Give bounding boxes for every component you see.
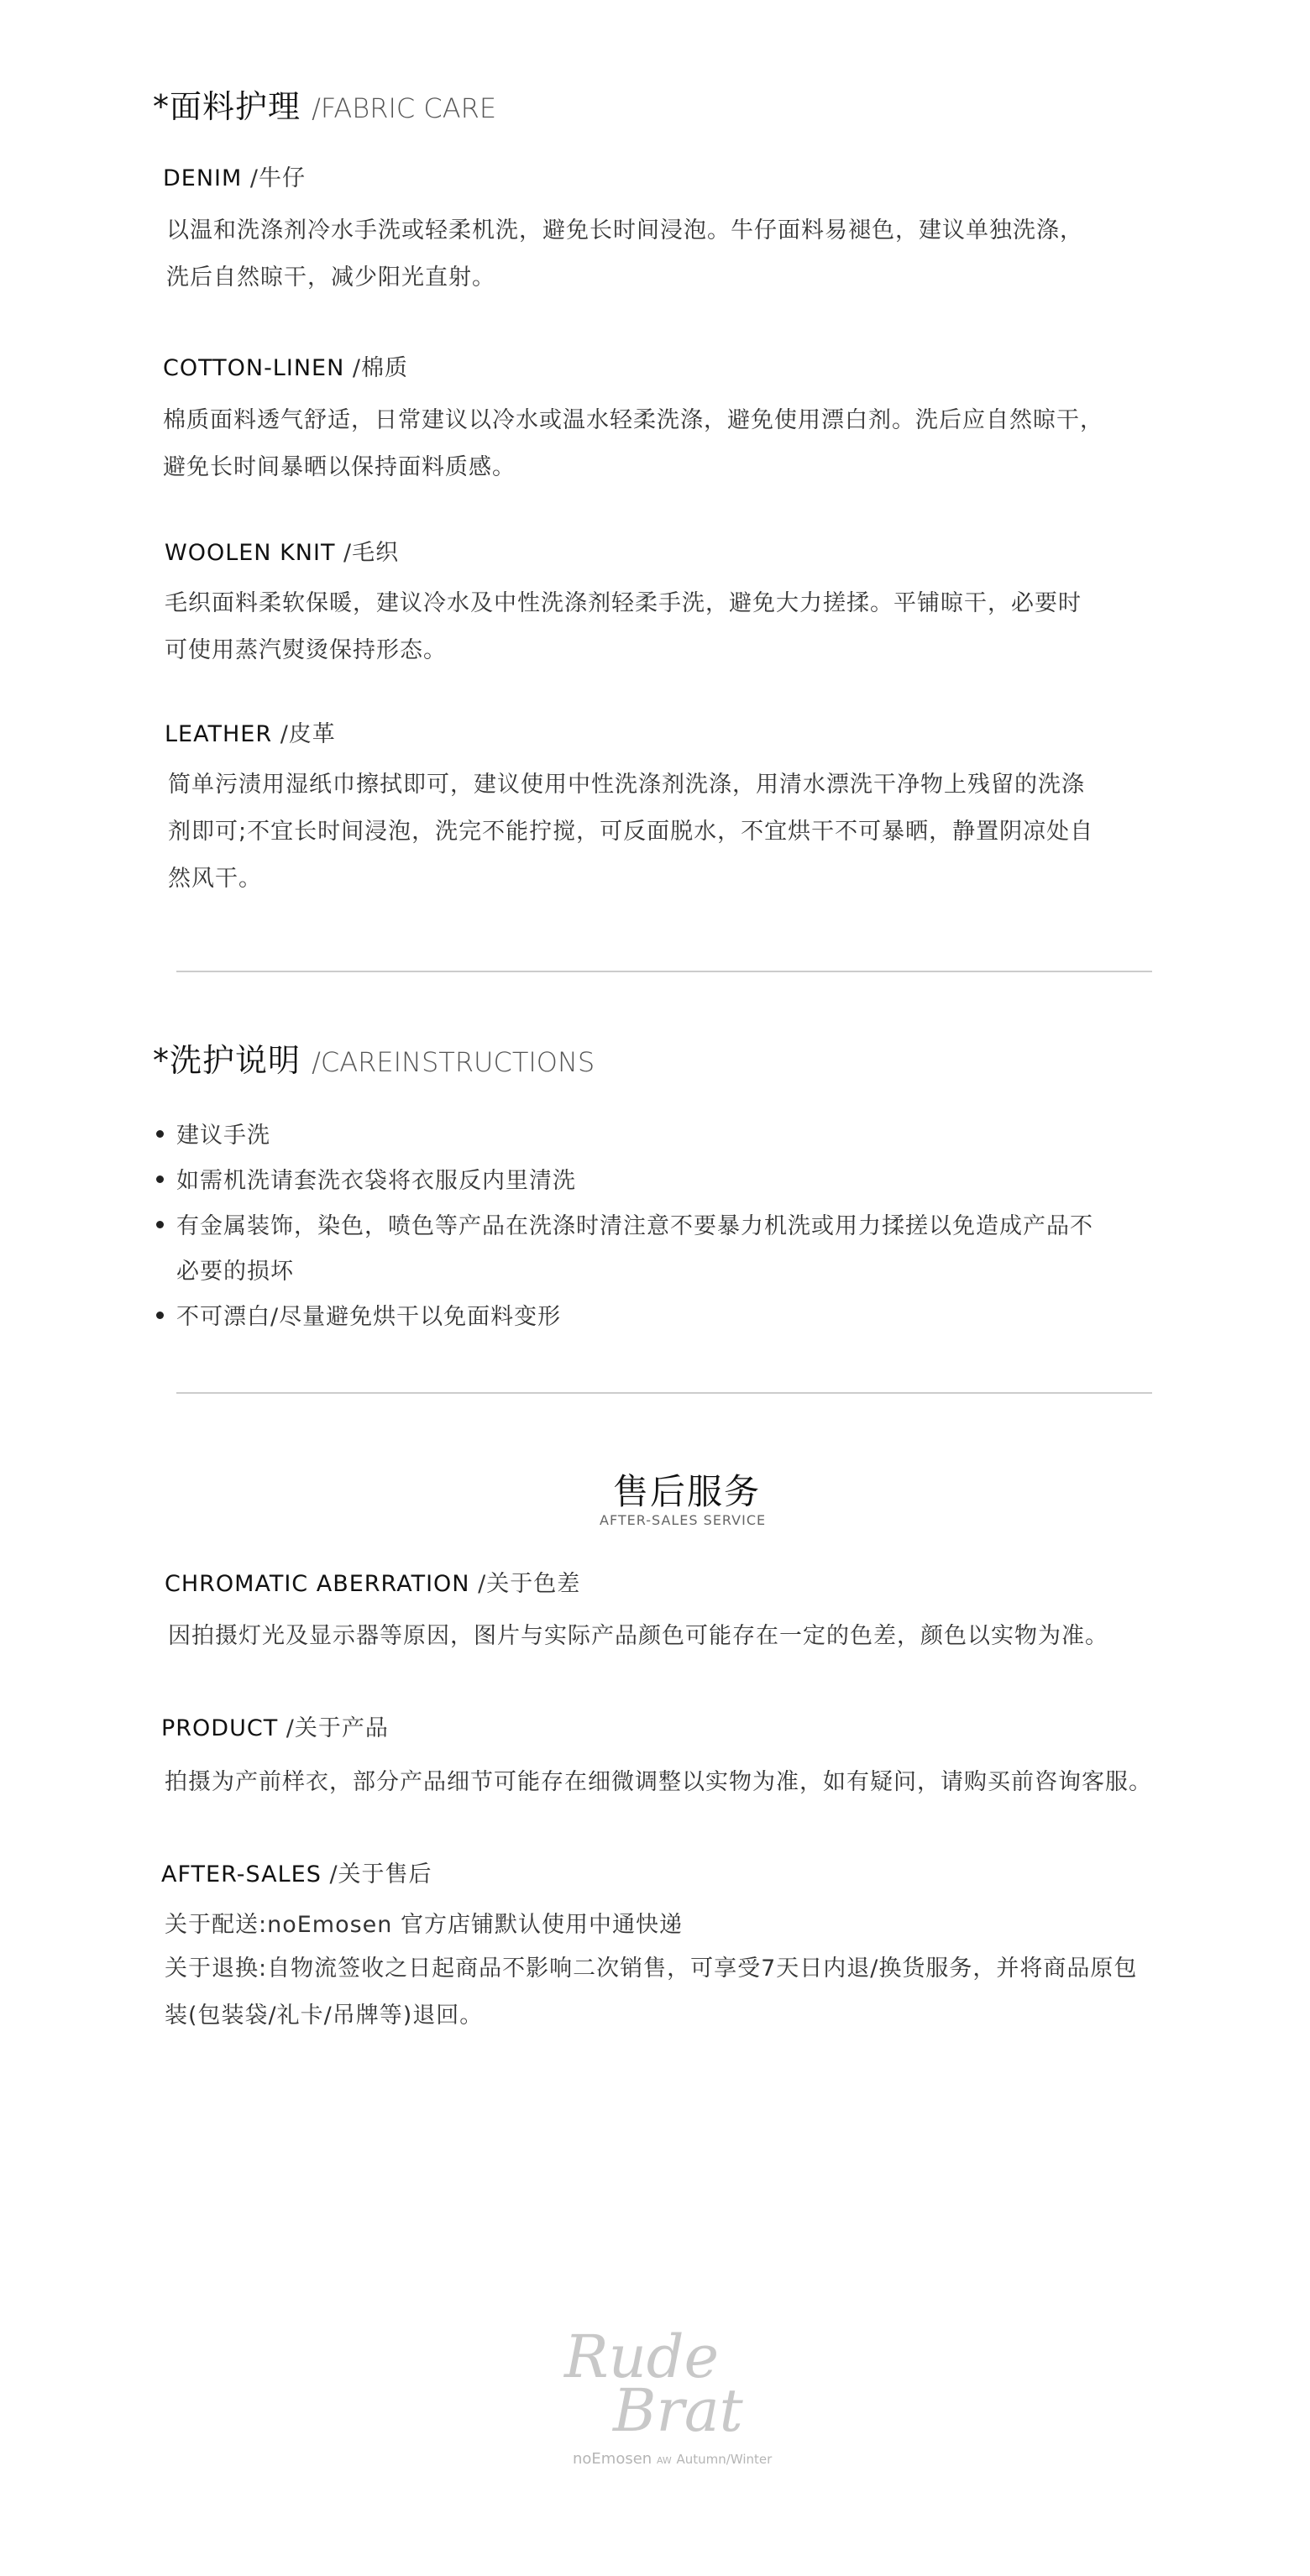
leather-text-line: 剂即可;不宜长时间浸泡，洗完不能拧搅，可反面脱水，不宜烘干不可暴晒，静置阴凉处自 xyxy=(168,819,1094,845)
care-instructions-heading xyxy=(153,1034,595,1081)
care-bullet-text: 不可漂白/尽量避免烘干以免面料变形 xyxy=(176,1304,562,1330)
after-sales-name: AFTER-SALES xyxy=(161,1861,322,1887)
leather-name: LEATHER xyxy=(165,721,273,747)
product-heading xyxy=(161,1709,389,1742)
denim-text-line: 以温和洗涤剂冷水手洗或轻柔机洗，避免长时间浸泡。牛仔面料易褪色，建议单独洗涤， xyxy=(166,217,1083,243)
brand-caption-small: AW xyxy=(656,2455,672,2466)
chromatic-aberration-name-zh: /关于色差 xyxy=(478,1571,581,1597)
brand-caption xyxy=(573,2450,772,2468)
chromatic-aberration-text: 因拍摄灯光及显示器等原因，图片与实际产品颜色可能存在一定的色差，颜色以实物为准。 xyxy=(168,1623,1108,1649)
bullet-dot xyxy=(156,1221,164,1228)
woolen-knit-name-zh: /毛织 xyxy=(343,540,400,566)
fabric-care-heading xyxy=(153,81,496,127)
after-sales-subtitle: AFTER-SALES SERVICE xyxy=(600,1512,767,1528)
after-sales-title: 售后服务 xyxy=(613,1471,762,1512)
after-sales-heading xyxy=(161,1856,432,1888)
leather-name-zh: /皮革 xyxy=(280,721,336,747)
after-sales-text-line: 关于配送:noEmosen 官方店铺默认使用中通快递 xyxy=(165,1912,683,1938)
product-name-zh: /关于产品 xyxy=(286,1715,389,1741)
denim-text-line: 洗后自然晾干，减少阳光直射。 xyxy=(166,264,495,291)
brand-caption-name: noEmosen xyxy=(573,2450,652,2468)
woolen-knit-text-line: 可使用蒸汽熨烫保持形态。 xyxy=(165,637,447,663)
section-divider xyxy=(176,1392,1152,1394)
bullet-dot xyxy=(156,1175,164,1183)
product-name: PRODUCT xyxy=(161,1715,279,1741)
care-instructions-title: *洗护说明 xyxy=(153,1042,301,1079)
cotton-linen-name-zh: /棉质 xyxy=(352,355,408,381)
cotton-linen-heading xyxy=(163,349,408,382)
chromatic-aberration-name: CHROMATIC ABERRATION xyxy=(165,1571,470,1597)
care-bullet-text: 建议手洗 xyxy=(176,1123,270,1149)
bullet-dot xyxy=(156,1312,164,1319)
after-sales-text-line: 装(包装袋/礼卡/吊牌等)退回。 xyxy=(165,2003,484,2029)
denim-name-zh: /牛仔 xyxy=(249,165,307,191)
brand-logo-line2: Brat xyxy=(613,2376,743,2445)
brand-logo-line1: Rude xyxy=(564,2322,720,2391)
woolen-knit-name: WOOLEN KNIT xyxy=(165,540,336,566)
product-text: 拍摄为产前样衣，部分产品细节可能存在细微调整以实物为准，如有疑问，请购买前咨询客服。 xyxy=(165,1769,1152,1795)
care-bullet-text: 如需机洗请套洗衣袋将衣服反内里清洗 xyxy=(176,1168,576,1194)
fabric-care-title-en: /FABRIC CARE xyxy=(312,92,497,124)
care-instructions-title-en: /CAREINSTRUCTIONS xyxy=(312,1046,595,1078)
bullet-dot xyxy=(156,1130,164,1138)
woolen-knit-heading xyxy=(165,534,399,567)
denim-name: DENIM xyxy=(163,165,243,191)
fabric-care-title: *面料护理 xyxy=(153,88,301,125)
woolen-knit-text-line: 毛织面料柔软保暖，建议冷水及中性洗涤剂轻柔手洗，避免大力搓揉。平铺晾干，必要时 xyxy=(165,590,1082,616)
after-sales-name-zh: /关于售后 xyxy=(329,1861,432,1887)
care-bullet-text: 有金属装饰，染色，喷色等产品在洗涤时清注意不要暴力机洗或用力揉搓以免造成产品不 xyxy=(176,1213,1093,1239)
brand-caption-season: Autumn/Winter xyxy=(676,2452,773,2467)
cotton-linen-text-line: 避免长时间暴晒以保持面料质感。 xyxy=(163,454,516,480)
cotton-linen-text-line: 棉质面料透气舒适，日常建议以冷水或温水轻柔洗涤，避免使用漂白剂。洗后应自然晾干， xyxy=(163,407,1103,433)
cotton-linen-name: COTTON-LINEN xyxy=(163,355,345,381)
care-bullet-text: 必要的损坏 xyxy=(176,1259,294,1285)
chromatic-aberration-heading xyxy=(165,1565,580,1598)
after-sales-text-line: 关于退换:自物流签收之日起商品不影响二次销售，可享受7天日内退/换货服务，并将商品原包 xyxy=(165,1956,1138,1982)
leather-text-line: 然风干。 xyxy=(168,866,262,892)
leather-heading xyxy=(165,715,336,748)
leather-text-line: 简单污渍用湿纸巾擦拭即可，建议使用中性洗涤剂洗涤，用清水漂洗干净物上残留的洗涤 xyxy=(168,772,1085,798)
section-divider xyxy=(176,971,1152,972)
denim-heading xyxy=(163,160,306,192)
